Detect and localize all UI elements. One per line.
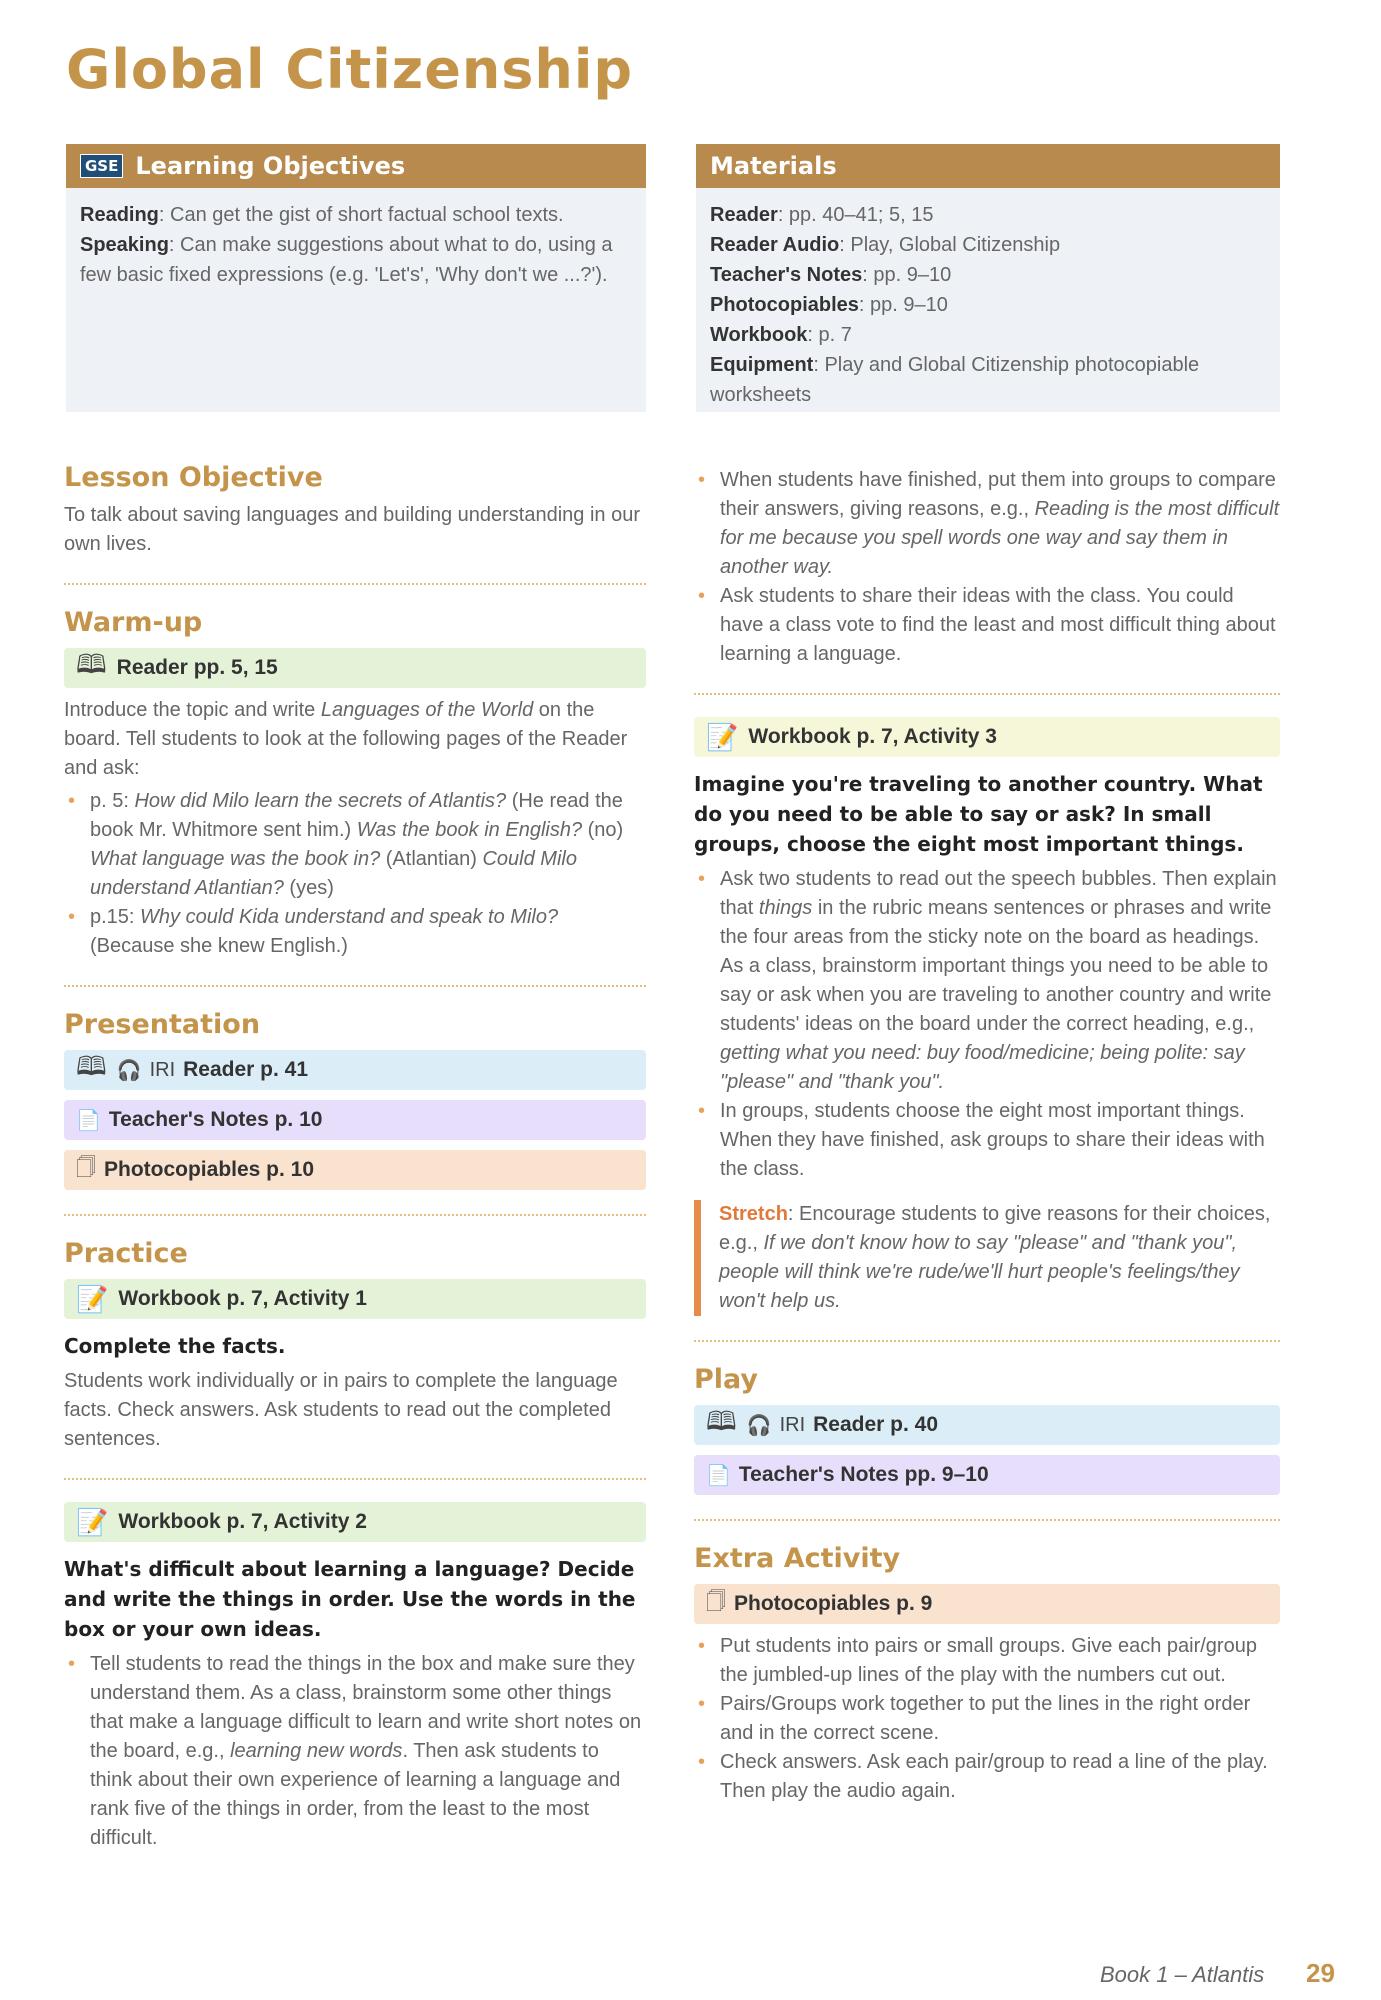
headphones-icon: 🎧	[116, 1059, 142, 1082]
divider	[64, 985, 646, 987]
list-item: • Ask two students to read out the speech bubbles. Then explain that things in the rubric means sentences or phrases and write the four areas from the sticky note on the board as headings. As a class, brainstorm important things you need to be able to say or ask when you are traveling to another country and write students' ideas on the board under the correct heading, e.g., getting what you need: buy food/medicine; being polite: say "please" and "thank you".	[694, 865, 1280, 1097]
workbook-icon: 📝	[76, 1506, 109, 1537]
audio-badge: IRI	[149, 1058, 176, 1081]
warmup-intro: Introduce the topic and write Languages of the World on the board. Tell students to look at the following pages of the Reader and ask:	[64, 699, 628, 779]
materials-item: Equipment: Play and Global Citizenship photocopiable worksheets	[710, 354, 1200, 406]
learning-objectives-box	[66, 144, 646, 412]
stretch-label: Stretch	[719, 1203, 788, 1225]
notes-icon: 📄	[706, 1464, 731, 1487]
photocopy-icon: 🗍	[76, 1157, 96, 1179]
footer-book-title: Book 1 – Atlantis	[1100, 1962, 1265, 1987]
materials-item: Teacher's Notes: pp. 9–10	[710, 264, 952, 286]
book-icon: 🕮	[706, 1406, 737, 1436]
play-reader-ref: 🕮 🎧 IRI Reader p. 40	[694, 1405, 1280, 1445]
divider	[694, 1340, 1280, 1342]
materials-item: Photocopiables: pp. 9–10	[710, 294, 948, 316]
list-item: • p. 5: How did Milo learn the secrets of Atlantis? (He read the book Mr. Whitmore sent him.) Was the book in English? (no) What language was the book in? (Atlantian) Could Milo understand Atlantian? (yes)	[64, 787, 646, 903]
book-icon: 🕮	[76, 1051, 107, 1081]
materials-body	[696, 188, 1280, 422]
audio-badge: IRI	[779, 1413, 806, 1436]
headphones-icon: 🎧	[746, 1414, 772, 1437]
materials-item: Reader Audio: Play, Global Citizenship	[710, 234, 1061, 256]
right-top-bullets	[694, 466, 1280, 669]
list-item: • When students have finished, put them into groups to compare their answers, giving reasons, e.g., Reading is the most difficult for me because you spell words one way and say them in another way.	[694, 466, 1280, 582]
list-item: • Ask students to share their ideas with the class. You could have a class vote to find the least and most difficult thing about learning a language.	[694, 582, 1280, 669]
practice-task-1: Complete the facts.	[64, 1334, 286, 1358]
stretch-note: Stretch: Encourage students to give reasons for their choices, e.g., If we don't know how to say "please" and "thank you", people will think we're rude/we'll hurt people's feelings/they won't help us.	[694, 1200, 1280, 1316]
warmup-questions	[64, 787, 646, 961]
activity3-task: Imagine you're traveling to another country. What do you need to be able to say or ask? In small groups, choose the eight most important things.	[694, 772, 1263, 856]
notes-icon: 📄	[76, 1109, 101, 1132]
play-teachers-notes-ref: 📄 Teacher's Notes pp. 9–10	[694, 1455, 1280, 1495]
warmup-reader-ref: 🕮 Reader pp. 5, 15	[64, 648, 646, 688]
workbook-icon: 📝	[706, 721, 739, 752]
materials-item: Workbook: p. 7	[710, 324, 852, 346]
photocopy-icon: 🗍	[706, 1591, 726, 1613]
divider	[64, 583, 646, 585]
page-number: 29	[1306, 1958, 1335, 1988]
book-icon: 🕮	[76, 649, 107, 679]
play-heading: Play	[694, 1364, 759, 1395]
speaking-objective: Speaking: Can make suggestions about what to do, using a few basic fixed expressions (e.g. 'Let's', 'Why don't we ...?').	[80, 234, 613, 286]
divider	[694, 1519, 1280, 1521]
divider	[64, 1214, 646, 1216]
activity3-bullets	[694, 865, 1280, 1184]
extra-activity-heading: Extra Activity	[694, 1543, 901, 1574]
presentation-reader-ref: 🕮 🎧 IRI Reader p. 41	[64, 1050, 646, 1090]
page-title: Global Citizenship	[66, 38, 634, 101]
practice-bullets	[64, 1650, 646, 1853]
left-column	[64, 462, 646, 1853]
practice-task-2: What's difficult about learning a language? Decide and write the things in order. Use the words in the box or your own ideas.	[64, 1557, 636, 1641]
list-item: • p.15: Why could Kida understand and speak to Milo? (Because she knew English.)	[64, 903, 646, 961]
materials-item: Reader: pp. 40–41; 5, 15	[710, 204, 934, 226]
presentation-teachers-notes-ref: 📄 Teacher's Notes p. 10	[64, 1100, 646, 1140]
list-item: • Put students into pairs or small groups. Give each pair/group the jumbled-up lines of the play with the numbers cut out.	[694, 1632, 1280, 1690]
extra-bullets	[694, 1632, 1280, 1806]
practice-text-1: Students work individually or in pairs to complete the language facts. Check answers. Ask students to read out the completed sentences.	[64, 1370, 618, 1450]
materials-header	[696, 144, 1280, 188]
extra-photocopiables-ref: 🗍 Photocopiables p. 9	[694, 1584, 1280, 1624]
list-item: • In groups, students choose the eight most important things. When they have finished, ask groups to share their ideas with the class.	[694, 1097, 1280, 1184]
lesson-objective-text: To talk about saving languages and building understanding in our own lives.	[64, 504, 640, 555]
presentation-photocopiables-ref: 🗍 Photocopiables p. 10	[64, 1150, 646, 1190]
learning-objectives-heading: Learning Objectives	[135, 152, 406, 180]
reading-objective: Reading: Can get the gist of short factual school texts.	[80, 204, 564, 226]
gse-badge: GSE	[80, 154, 123, 178]
list-item: • Pairs/Groups work together to put the lines in the right order and in the correct scene.	[694, 1690, 1280, 1748]
lesson-objective-heading: Lesson Objective	[64, 462, 323, 493]
learning-objectives-body	[66, 188, 646, 302]
warmup-heading: Warm-up	[64, 607, 203, 638]
right-column	[694, 462, 1280, 1806]
activity3-workbook-ref: 📝 Workbook p. 7, Activity 3	[694, 717, 1280, 757]
list-item: • Tell students to read the things in the box and make sure they understand them. As a class, brainstorm some other things that make a language difficult to learn and write short notes on the board, e.g., learning new words. Then ask students to think about their own experience of learning a language and rank five of the things in order, from the least to the most difficult.	[64, 1650, 646, 1853]
divider	[694, 693, 1280, 695]
materials-box	[696, 144, 1280, 412]
practice-workbook-ref-2: 📝 Workbook p. 7, Activity 2	[64, 1502, 646, 1542]
learning-objectives-header	[66, 144, 646, 188]
list-item: • Check answers. Ask each pair/group to read a line of the play. Then play the audio again.	[694, 1748, 1280, 1806]
workbook-icon: 📝	[76, 1283, 109, 1314]
practice-heading: Practice	[64, 1238, 188, 1269]
practice-workbook-ref-1: 📝 Workbook p. 7, Activity 1	[64, 1279, 646, 1319]
materials-heading: Materials	[710, 152, 837, 180]
divider	[64, 1478, 646, 1480]
presentation-heading: Presentation	[64, 1009, 261, 1040]
